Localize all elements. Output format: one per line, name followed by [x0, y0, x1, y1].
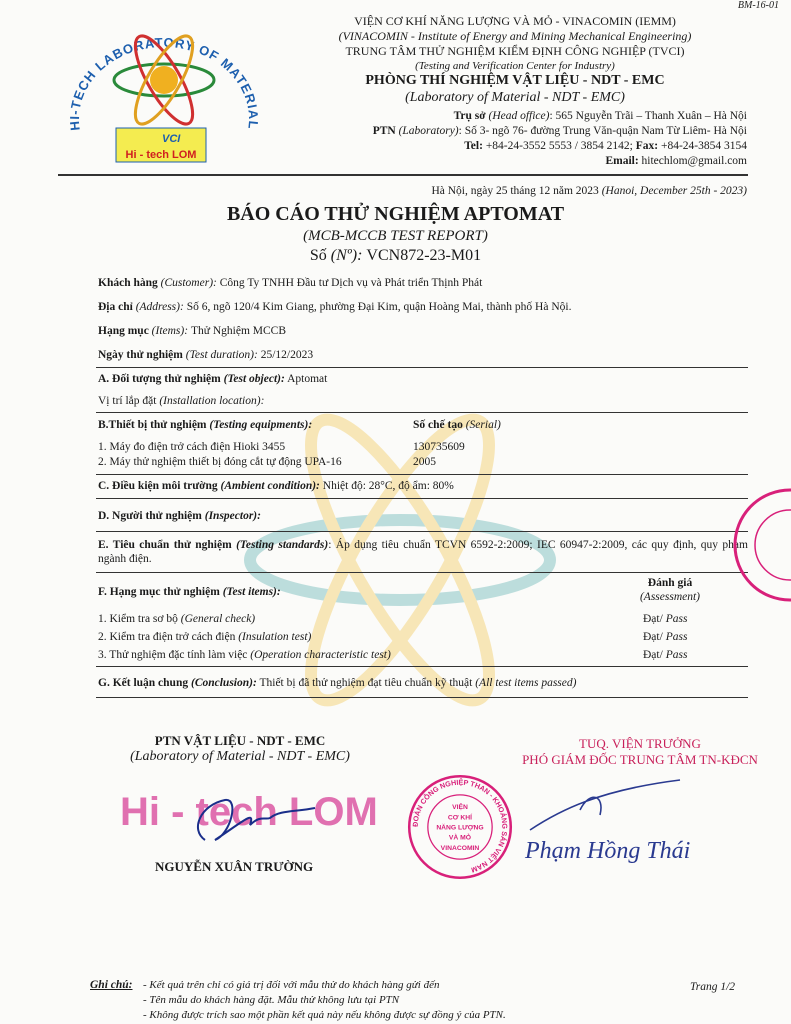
test-item-name-en: (Insulation test): [238, 631, 312, 643]
info-label: Hạng mục: [98, 325, 149, 337]
section-label: E. Tiêu chuẩn thử nghiệm: [98, 539, 237, 551]
tel-label: Tel:: [464, 140, 483, 152]
section-d: [98, 510, 261, 522]
assessment-label-en: (Assessment): [639, 591, 701, 603]
test-item-name: 3. Thử nghiệm đặc tính làm việc: [98, 649, 251, 661]
divider: [96, 474, 748, 475]
page-number: Trang 1/2: [690, 981, 736, 993]
contact-phone: [464, 140, 747, 152]
info-label: Ngày thử nghiệm: [98, 349, 183, 361]
section-value: Thiết bị đã thử nghiệm đạt tiêu chuẩn kỹ thuật: [256, 677, 476, 689]
note: - Không được trích sao một phần kết quả này nếu không được sự đồng ý của PTN.: [143, 1009, 506, 1021]
fax-value: +84-24-3854 3154: [658, 140, 747, 152]
institute-en: (VINACOMIN - Institute of Energy and Mining Mechanical Engineering): [338, 29, 692, 43]
head-office: [454, 110, 747, 122]
section-label-en: (Test items):: [222, 586, 281, 598]
divider: [96, 412, 748, 413]
info-label-en: (Items):: [148, 325, 191, 337]
section-value: : Áp dụng tiêu chuẩn TCVN 6592-2:2009; IEC 60947-2:2009, các quy định, quy phạm ngành điện.: [98, 539, 748, 565]
info-test-date: [98, 349, 313, 361]
divider: [96, 572, 748, 573]
date-en: (Hanoi, December 25th - 2023): [601, 185, 747, 197]
info-value: 25/12/2023: [260, 349, 314, 361]
info-label-en: (Address):: [132, 301, 187, 313]
head-office-label-en: (Head office): [488, 110, 550, 122]
lab-address: [373, 125, 747, 137]
info-value: Số 6, ngõ 120/4 Kim Giang, phường Đại Kim, quận Hoàng Mai, thành phố Hà Nội.: [186, 301, 572, 313]
date-vi: Hà Nội, ngày 25 tháng 12 năm 2023: [431, 185, 602, 197]
test-item-name-en: (Operation characteristic test): [250, 649, 391, 661]
left-sign-title: PTN VẬT LIỆU - NDT - EMC: [154, 733, 326, 748]
section-label-en: (Ambient condition):: [220, 480, 320, 492]
right-sign-subtitle: PHÓ GIÁM ĐỐC TRUNG TÂM TN-KĐCN: [522, 752, 758, 767]
divider: [96, 697, 748, 698]
serial-label: Số chế tạo: [413, 419, 466, 431]
result-en: Pass: [665, 649, 688, 661]
section-label: A. Đối tượng thử nghiệm: [98, 373, 224, 385]
test-result: [643, 649, 687, 661]
test-result: [643, 613, 687, 625]
test-item-name: 2. Kiểm tra điện trở cách điện: [98, 631, 239, 643]
stamp-ring-text: ĐOÀN CÔNG NGHIỆP THAN - KHOÁNG SẢN VIỆT NAM: [410, 777, 510, 875]
report-date: [431, 185, 747, 197]
section-label-en: (Inspector):: [204, 510, 261, 522]
edge-stamp: [728, 485, 791, 605]
info-value: Công Ty TNHH Đầu tư Dịch vụ và Phát triển Thịnh Phát: [219, 277, 483, 289]
section-label: G. Kết luận chung: [98, 677, 191, 689]
result-en: Pass: [665, 613, 688, 625]
info-items: [98, 325, 286, 337]
test-item-name: 1. Kiểm tra sơ bộ: [98, 613, 181, 625]
info-address: [98, 301, 571, 313]
serial-label-en: (Serial): [465, 419, 501, 431]
lab-address-label-en: (Laboratory): [398, 125, 459, 137]
section-label-en: (Conclusion):: [190, 677, 257, 689]
tel-value: +84-24-3552 5553 / 3854 2142;: [482, 140, 636, 152]
assessment-label: Đánh giá: [647, 577, 693, 589]
report-title: BÁO CÁO THỬ NGHIỆM APTOMAT: [226, 203, 565, 225]
result-vi: Đạt/: [643, 613, 666, 625]
test-result: [643, 631, 687, 643]
section-e: [98, 538, 748, 566]
section-c: [98, 480, 454, 492]
serial-header: [413, 419, 501, 431]
section-label-en: (Test object):: [223, 373, 285, 385]
report-no-label: Số: [309, 247, 331, 264]
test-item: [98, 649, 391, 661]
info-customer: [98, 277, 482, 289]
info-label-en: (Test duration):: [182, 349, 261, 361]
section-g: [98, 677, 576, 689]
form-code: BM-16-01: [737, 0, 779, 11]
center-vi: TRUNG TÂM THỬ NGHIỆM KIỂM ĐỊNH CÔNG NGHIỆP (TVCI): [345, 44, 685, 58]
stamp-line: CƠ KHÍ: [447, 814, 473, 822]
logo-ring-text: HI-TECH LABORATORY OF MATERIAL: [66, 34, 262, 132]
lab-address-label: PTN: [372, 125, 396, 137]
watermark-logo-text: Hi - tech LOM: [120, 790, 378, 834]
installation-location: [98, 395, 264, 407]
logo-badge-top: VCI: [162, 133, 181, 145]
logo-badge-bottom: Hi - tech LOM: [125, 149, 197, 161]
report-no-value: VCN872-23-M01: [366, 247, 482, 264]
section-f: [98, 586, 281, 598]
left-sign-title-en: (Laboratory of Material - NDT - EMC): [130, 749, 350, 764]
section-value: Nhiệt độ: 28°C, độ ẩm: 80%: [319, 480, 454, 492]
report-number: [0, 247, 791, 265]
test-item: [98, 631, 311, 643]
section-label: D. Người thử nghiệm: [98, 510, 205, 522]
stamp-line: VIỆN: [452, 804, 468, 812]
lab-address-value: : Số 3- ngõ 76- đường Trung Văn-quận Nam Từ Liêm- Hà Nội: [458, 125, 747, 137]
institute-vi: VIỆN CƠ KHÍ NĂNG LƯỢNG VÀ MỎ - VINACOMIN (IEMM): [354, 14, 676, 28]
info-label: Địa chỉ: [98, 301, 133, 313]
test-item: [98, 613, 255, 625]
section-value-en: (All test items passed): [475, 677, 577, 689]
section-a: [98, 373, 327, 385]
stamp-line: VINACOMIN: [440, 844, 480, 852]
test-item-name-en: (General check): [180, 613, 256, 625]
head-office-label: Trụ sở: [453, 110, 486, 122]
section-value: Aptomat: [284, 373, 328, 385]
installation-label-en: (Installation location):: [159, 395, 265, 407]
equipment-name: 1. Máy đo điện trở cách điện Hioki 3455: [98, 441, 286, 453]
contact-email: [605, 155, 747, 167]
info-label: Khách hàng: [98, 277, 158, 289]
equipment-serial: 2005: [413, 456, 436, 468]
email-label: Email:: [605, 155, 639, 167]
info-value: Thử Nghiệm MCCB: [190, 325, 286, 337]
equipment-name: 2. Máy thử nghiệm thiết bị đóng cắt tự động UPA-16: [98, 456, 342, 468]
notes-label: Ghi chú:: [90, 979, 133, 991]
official-stamp: [405, 772, 515, 882]
section-label-en: (Testing standards): [236, 539, 329, 551]
signature-right: [520, 770, 690, 840]
result-vi: Đạt/: [643, 649, 666, 661]
note: - Kết quả trên chỉ có giá trị đối với mẫu thử do khách hàng gửi đến: [143, 979, 440, 991]
right-sign-title: TUQ. VIỆN TRƯỞNG: [579, 736, 701, 751]
lab-en: (Laboratory of Material - NDT - EMC): [405, 90, 625, 105]
report-subtitle: (MCB-MCCB TEST REPORT): [303, 228, 488, 244]
section-label: C. Điều kiện môi trường: [98, 480, 221, 492]
left-signer-name: NGUYỄN XUÂN TRƯỜNG: [155, 859, 314, 874]
head-office-value: : 565 Nguyễn Trãi – Thanh Xuân – Hà Nội: [549, 110, 747, 122]
result-vi: Đạt/: [643, 631, 666, 643]
section-label-en: (Testing equipments):: [209, 419, 313, 431]
result-en: Pass: [665, 631, 688, 643]
lab-logo: [58, 10, 268, 170]
lab-vi: PHÒNG THÍ NGHIỆM VẬT LIỆU - NDT - EMC: [365, 73, 665, 88]
fax-label: Fax:: [635, 140, 659, 152]
divider: [96, 498, 748, 499]
header-divider: [58, 174, 748, 176]
signature-left: [185, 790, 325, 850]
section-label: B.Thiết bị thử nghiệm: [98, 419, 210, 431]
center-en: (Testing and Verification Center for Industry): [415, 60, 615, 72]
equipment-serial: 130735609: [413, 441, 465, 453]
report-no-label-en: (Nº):: [330, 247, 367, 264]
email-value[interactable]: hitechlom@gmail.com: [638, 155, 747, 167]
section-b: [98, 419, 312, 431]
divider: [96, 367, 748, 368]
right-signer-name: Phạm Hồng Thái: [525, 838, 691, 864]
installation-label: Vị trí lắp đặt: [98, 395, 160, 407]
section-label: F. Hạng mục thử nghiệm: [98, 586, 223, 598]
stamp-line: VÀ MỎ: [448, 834, 472, 842]
note: - Tên mẫu do khách hàng đặt. Mẫu thử không lưu tại PTN: [143, 994, 400, 1006]
info-label-en: (Customer):: [157, 277, 220, 289]
stamp-line: NĂNG LƯỢNG: [436, 824, 484, 832]
divider: [96, 531, 748, 532]
divider: [96, 666, 748, 667]
